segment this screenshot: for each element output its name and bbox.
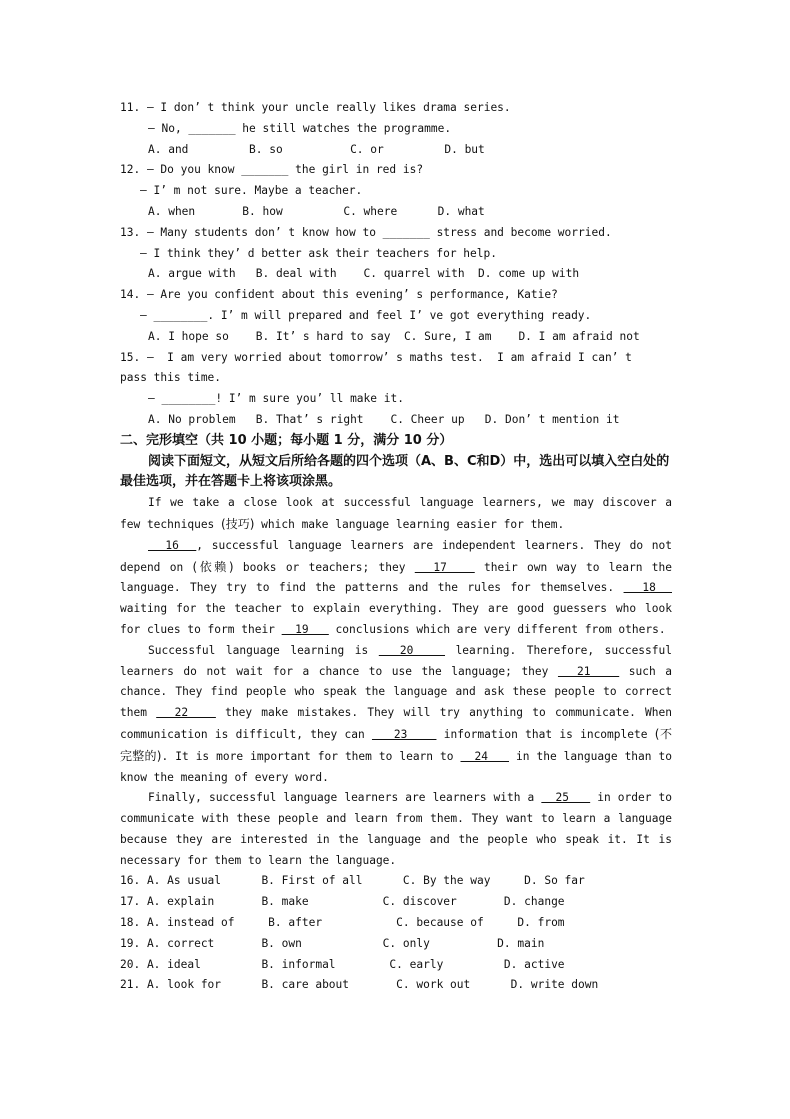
choice-row-20: 20. A. ideal B. informal C. early D. active (120, 957, 565, 971)
passage-paragraph-1 (120, 493, 672, 536)
blank-17: 17 (414, 560, 475, 574)
question-15-dialogue: — ________! I’ m sure you’ ll make it. (148, 392, 404, 406)
blank-22: 22 (156, 706, 216, 720)
choice-row-21: 21. A. look for B. care about C. work out D. write down (120, 978, 599, 992)
paragraph-text: their own way to learn the language. They try to find the patterns and the rules for themselves. (120, 560, 672, 595)
chinese-gloss: (技巧) (221, 516, 255, 531)
paragraph-text: waiting for the teacher to explain everything. They are good guessers who look for clues to form their (120, 602, 672, 636)
blank-16: 16 (148, 538, 197, 552)
question-11-dialogue: — No, _______ he still watches the programme. (148, 121, 452, 135)
paragraph-text: in the language than to know the meaning of every word. (120, 749, 672, 784)
choice-row-19: 19. A. correct B. own C. only D. main (120, 936, 545, 950)
question-12: 12. — Do you know _______ the girl in red is? (120, 163, 424, 177)
paragraph-text: such a chance. They find people who speak the language and ask these people to correct them (120, 664, 672, 720)
question-13: 13. — Many students don’ t know how to _______ stress and become worried. (120, 225, 612, 239)
question-14-dialogue: — ________. I’ m will prepared and feel I’ ve got everything ready. (140, 308, 592, 322)
question-14-options: A. I hope so B. It’ s hard to say C. Sure, I am D. I am afraid not (148, 329, 640, 343)
paragraph-text: If we take a close look at successful language learners, we may discover a few techniques (120, 496, 672, 531)
paragraph-text: conclusions which are very different from others. (328, 622, 666, 636)
section-instruction: 阅读下面短文，从短文后所给各题的四个选项（A、B、C和D）中，选出可以填入空白处的最佳选项，并在答题卡上将该项涂黑。 (120, 453, 670, 490)
paragraph-text: Successful language learning is (148, 643, 379, 657)
choice-row-16: 16. A. As usual B. First of all C. By the way D. So far (120, 874, 585, 888)
paragraph-text: learning. Therefore, successful learners do not wait for a chance to use the language; they (120, 643, 672, 678)
question-12-dialogue: — I’ m not sure. Maybe a teacher. (140, 184, 363, 198)
question-15-continued: pass this time. (120, 371, 222, 385)
blank-19: 19 (281, 622, 329, 636)
section-heading: 二、完形填空（共 10 小题；每小题 1 分，满分 10 分） (120, 432, 453, 448)
paragraph-text: Finally, successful language learners are learners with a (148, 791, 542, 805)
choice-row-18: 18. A. instead of B. after C. because of D. from (120, 916, 565, 930)
question-12-options: A. when B. how C. where D. what (148, 204, 485, 218)
paragraph-text: they make mistakes. They will try anything to communicate. When communication is difficult, they can (120, 706, 672, 741)
chinese-gloss: (不完整的) (120, 726, 672, 763)
chinese-gloss: (依赖) (192, 559, 234, 574)
paragraph-text: books or teachers; they (233, 560, 415, 574)
passage-paragraph-4 (120, 788, 672, 871)
question-13-options: A. argue with B. deal with C. quarrel with D. come up with (148, 267, 580, 281)
paragraph-text: which make language learning easier for them. (254, 517, 565, 531)
blank-23: 23 (371, 727, 437, 741)
paragraph-text: information that is incomplete (436, 727, 655, 741)
choice-row-17: 17. A. explain B. make C. discover D. change (120, 895, 565, 909)
exam-page (120, 98, 672, 996)
question-13-dialogue: — I think they’ d better ask their teachers for help. (140, 246, 497, 260)
question-11: 11. — I don’ t think your uncle really likes drama series. (120, 101, 511, 114)
passage-paragraph-3 (120, 641, 672, 789)
question-15-options: A. No problem B. That’ s right C. Cheer up D. Don’ t mention it (148, 412, 620, 426)
blank-24: 24 (460, 749, 509, 763)
passage-paragraph-2 (120, 536, 672, 641)
question-11-options: A. and B. so C. or D. but (148, 142, 485, 156)
question-15: 15. — I am very worried about tomorrow’ s maths test. I am afraid I can’ t (120, 350, 632, 364)
blank-20: 20 (378, 643, 446, 657)
blank-21: 21 (557, 664, 620, 678)
blank-18: 18 (623, 581, 672, 595)
question-14: 14. — Are you confident about this evening’ s performance, Katie? (120, 288, 558, 302)
paragraph-text: , successful language learners are independent learners. They do not depend on (120, 538, 672, 574)
blank-25: 25 (541, 791, 591, 805)
paragraph-text: in order to communicate with these people and learn from them. They want to learn a language because they are interested in the language and the people who speak it. It is necessary for them to learn the language. (120, 791, 673, 867)
paragraph-text: . It is more important for them to learn to (161, 749, 461, 763)
